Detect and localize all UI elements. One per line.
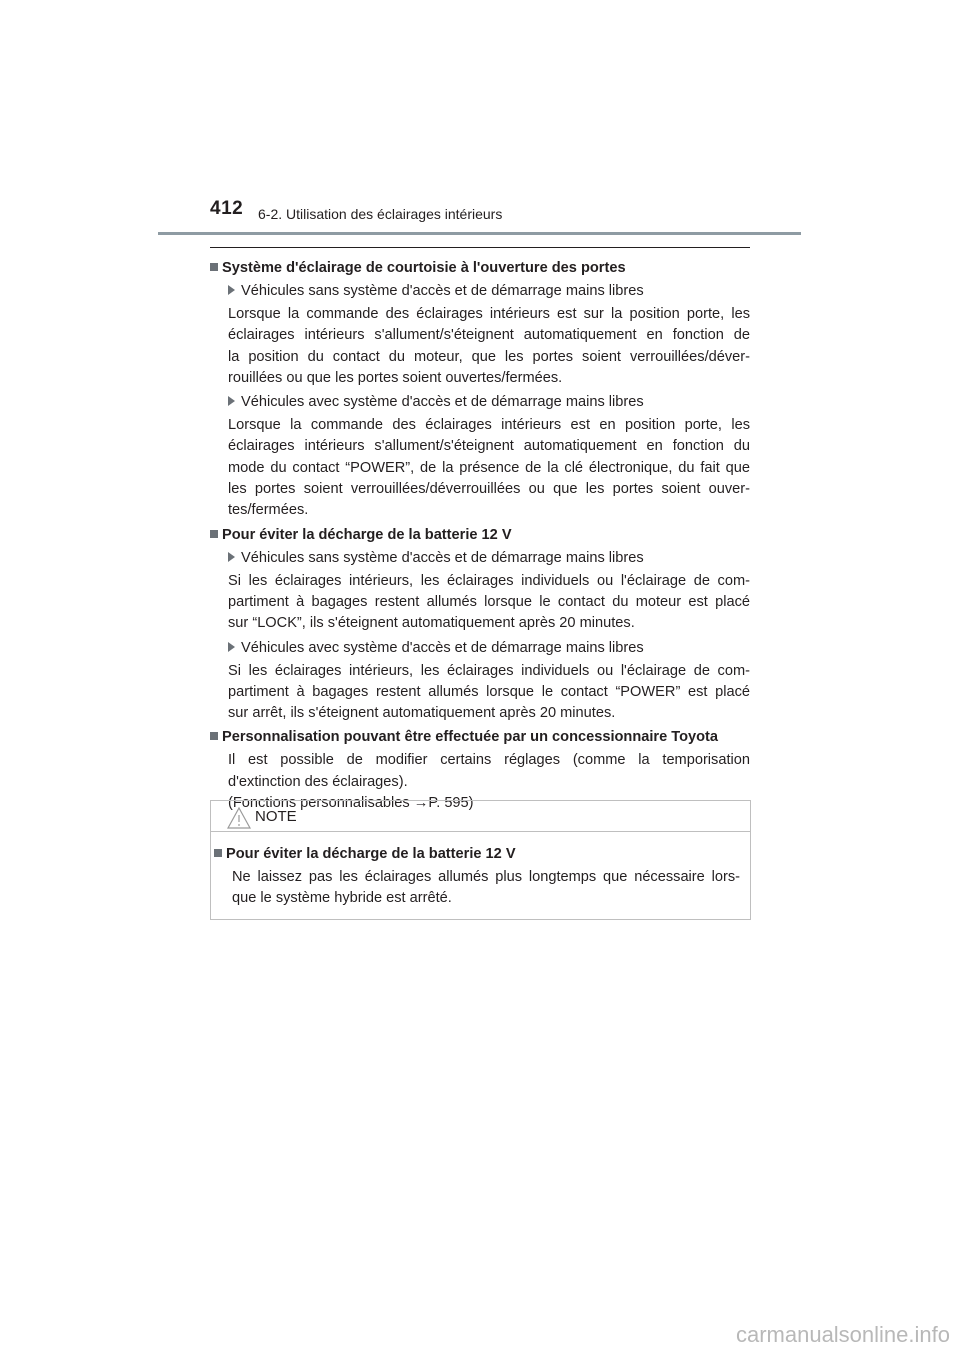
paragraph bbox=[228, 415, 750, 521]
paragraph-line: tes/fermées. bbox=[228, 502, 309, 519]
paragraph-line: (Fonctions personnalisables →P. 595) bbox=[228, 795, 474, 812]
paragraph-line: rouillées ou que les portes soient ouvertes/fermées. bbox=[228, 369, 563, 386]
warning-triangle-icon bbox=[227, 807, 251, 829]
paragraph-line: Si les éclairages intérieurs, les éclairages individuels ou l'éclairage de com- bbox=[228, 662, 750, 679]
paragraph-line: d'extinction des éclairages). bbox=[228, 773, 408, 790]
note-heading: Pour éviter la décharge de la batterie 12 V bbox=[214, 844, 750, 864]
paragraph-line: partiment à bagages restent allumés lorsque le contact “POWER” est placé bbox=[228, 683, 750, 700]
section-heading: Pour éviter la décharge de la batterie 12 V bbox=[210, 525, 750, 545]
paragraph-line: sur arrêt, ils s'éteignent automatiquement après 20 minutes. bbox=[228, 705, 616, 722]
square-bullet-icon bbox=[210, 263, 218, 271]
note-line: Ne laissez pas les éclairages allumés plus longtemps que nécessaire lors- bbox=[232, 869, 740, 885]
paragraph-line: Si les éclairages intérieurs, les éclairages individuels ou l'éclairage de com- bbox=[228, 572, 750, 589]
triangle-bullet-icon bbox=[228, 642, 235, 652]
section-heading: Système d'éclairage de courtoisie à l'ouverture des portes bbox=[210, 258, 750, 278]
square-bullet-icon bbox=[210, 530, 218, 538]
paragraph bbox=[228, 571, 750, 635]
triangle-bullet-icon bbox=[228, 552, 235, 562]
paragraph-line: mode du contact “POWER”, de la présence de la clé électronique, du fait que bbox=[228, 459, 750, 476]
paragraph-line: partiment à bagages restent allumés lorsque le contact du moteur est placé bbox=[228, 593, 750, 610]
sub-heading: Véhicules sans système d'accès et de démarrage mains libres bbox=[228, 548, 750, 568]
paragraph bbox=[228, 304, 750, 389]
paragraph-line: Lorsque la commande des éclairages intérieurs est en position porte, les bbox=[228, 417, 750, 434]
note-paragraph bbox=[232, 867, 740, 910]
header-rule bbox=[158, 232, 801, 235]
square-bullet-icon bbox=[210, 732, 218, 740]
page-number: 412 bbox=[210, 198, 244, 219]
square-bullet-icon bbox=[214, 849, 222, 857]
section-heading: Personnalisation pouvant être effectuée par un concessionnaire Toyota bbox=[210, 727, 750, 747]
sub-heading: Véhicules avec système d'accès et de démarrage mains libres bbox=[228, 638, 750, 658]
watermark: carmanualsonline.info bbox=[735, 1322, 950, 1347]
paragraph-line: éclairages intérieurs s'allument/s'éteignent automatiquement en fonction de bbox=[228, 327, 750, 344]
sub-heading: Véhicules avec système d'accès et de démarrage mains libres bbox=[228, 392, 750, 412]
note-line: que le système hybride est arrêté. bbox=[232, 890, 452, 907]
paragraph-line: la position du contact du moteur, que les portes soient verrouillées/déver- bbox=[228, 348, 750, 365]
paragraph-line: éclairages intérieurs s'allument/s'éteignent automatiquement en fonction du bbox=[228, 438, 750, 455]
section-title: 6-2. Utilisation des éclairages intérieurs bbox=[258, 206, 503, 222]
note-label: NOTE bbox=[255, 808, 297, 825]
paragraph bbox=[228, 661, 750, 725]
note-body bbox=[211, 832, 750, 910]
paragraph-line: sur “LOCK”, ils s'éteignent automatiquement après 20 minutes. bbox=[228, 615, 635, 632]
sub-heading: Véhicules sans système d'accès et de démarrage mains libres bbox=[228, 281, 750, 301]
triangle-bullet-icon bbox=[228, 285, 235, 295]
triangle-bullet-icon bbox=[228, 396, 235, 406]
main-content bbox=[210, 247, 750, 817]
note-header bbox=[211, 801, 750, 832]
paragraph-line: Il est possible de modifier certains réglages (comme la temporisation bbox=[228, 752, 750, 769]
paragraph-line: les portes soient verrouillées/déverrouillées ou que les portes soient ouver- bbox=[228, 481, 750, 498]
note-box bbox=[210, 800, 751, 920]
paragraph-line: Lorsque la commande des éclairages intérieurs est sur la position porte, les bbox=[228, 306, 750, 322]
